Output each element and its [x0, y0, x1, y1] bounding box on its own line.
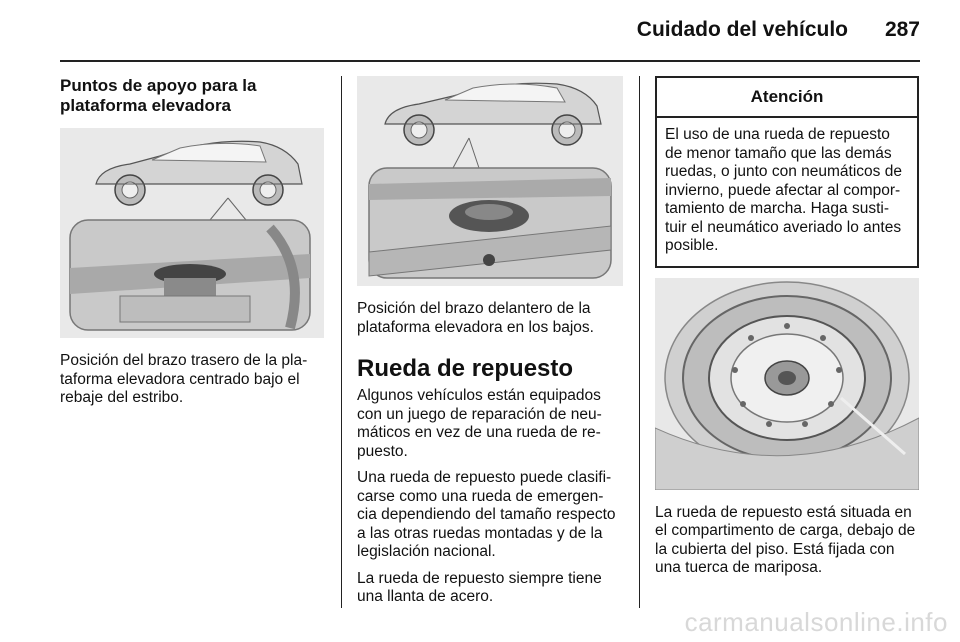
spare-wheel-para-1: Algunos vehículos están equipados con un juego de reparación de neu-máticos en vez de una rueda de re-puesto. — [357, 387, 602, 460]
column-2 — [357, 76, 623, 607]
spare-wheel-para-3: La rueda de repuesto siempre tiene una llanta de acero. — [357, 569, 602, 605]
column-divider-2 — [639, 76, 640, 608]
lift-points-heading: Puntos de apoyo para la plataforma elevadora — [60, 76, 257, 115]
spare-wheel-section-title: Rueda de repuesto — [357, 355, 574, 382]
attention-text: El uso de una rueda de repuesto de menor tamaño que las demás ruedas, o junto con neumáticos de invierno, puede afectar al compor-tamiento de marcha. Haga susti-tuir el neumático averiado lo antes posible. — [665, 126, 902, 254]
spare-wheel-para-2: Una rueda de repuesto puede clasifi-carse como una rueda de emergen-cia dependiendo del tamaño respecto a las otras ruedas montadas y de la legislación nacional. — [357, 469, 616, 560]
spare-wheel-figure — [655, 278, 919, 490]
front-lift-caption: Posición del brazo delantero de la plataforma elevadora en los bajos. — [357, 300, 594, 336]
column-divider-1 — [341, 76, 342, 608]
rear-lift-point-figure — [60, 128, 324, 338]
column-3 — [655, 76, 921, 578]
front-lift-point-figure — [357, 76, 623, 286]
page-number: 287 — [884, 18, 920, 41]
rear-lift-caption: Posición del brazo trasero de la pla-taforma elevadora centrado bajo el rebaje del estribo. — [60, 352, 308, 406]
attention-box — [655, 76, 919, 268]
attention-title: Atención — [657, 78, 917, 118]
watermark: carmanualsonline.info — [684, 607, 948, 637]
column-1 — [60, 76, 324, 408]
header-rule — [60, 60, 920, 62]
header-title: Cuidado del vehículo — [636, 18, 848, 41]
spare-wheel-location-caption: La rueda de repuesto está situada en el compartimento de carga, debajo de la cubierta del piso. Está fijada con una tuerca de mariposa. — [655, 503, 916, 576]
